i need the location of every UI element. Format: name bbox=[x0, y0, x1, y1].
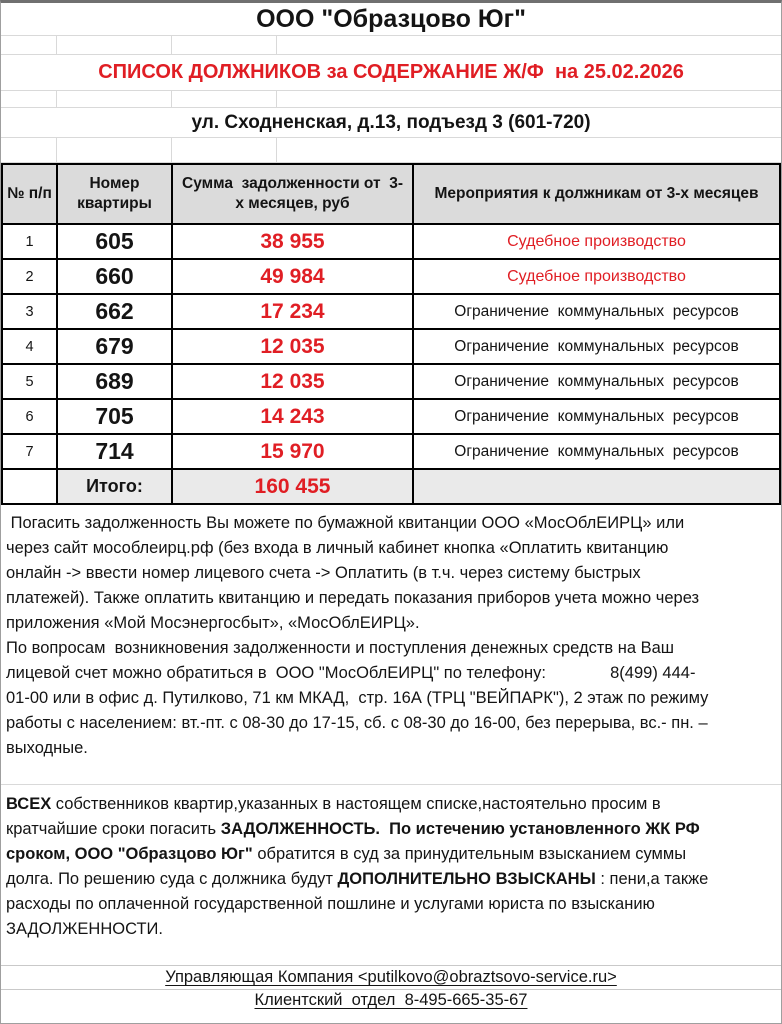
building-address: ул. Сходненская, д.13, подъезд 3 (601-720) bbox=[191, 111, 591, 133]
company-title: ООО "Образцово Юг" bbox=[256, 4, 526, 33]
client-department-contact bbox=[1, 989, 781, 1011]
apartment-number-cell: 662 bbox=[57, 294, 172, 329]
debt-amount-cell: 17 234 bbox=[172, 294, 413, 329]
grid-spacer bbox=[1, 90, 781, 108]
debt-amount-cell: 12 035 bbox=[172, 364, 413, 399]
warning-text-line bbox=[6, 892, 777, 917]
grid-spacer bbox=[1, 761, 781, 785]
total-label: Итого: bbox=[57, 469, 172, 504]
table-row bbox=[2, 364, 780, 399]
info-text-line: По вопросам возникновения задолженности и поступления денежных средств на Ваш bbox=[6, 639, 675, 657]
action-cell: Ограничение коммунальных ресурсов bbox=[413, 329, 780, 364]
client-department-phone: Клиентский отдел 8-495-665-35-67 bbox=[254, 991, 528, 1009]
action-cell: Судебное производство bbox=[413, 224, 780, 259]
apartment-number-cell: 705 bbox=[57, 399, 172, 434]
debt-amount-cell: 38 955 bbox=[172, 224, 413, 259]
debt-amount-cell: 15 970 bbox=[172, 434, 413, 469]
action-cell: Судебное производство bbox=[413, 259, 780, 294]
info-text-line: 01-00 или в офис д. Путилково, 71 км МКАД, стр. 16А (ТРЦ "ВЕЙПАРК"), 2 этаж по режиму bbox=[6, 689, 709, 707]
warning-text-bold: По истечению установленного ЖК РФ bbox=[389, 820, 700, 838]
action-cell: Ограничение коммунальных ресурсов bbox=[413, 434, 780, 469]
total-debt-value: 160 455 bbox=[172, 469, 413, 504]
warning-text-line bbox=[6, 842, 777, 867]
row-number-cell: 4 bbox=[2, 329, 57, 364]
grid-spacer bbox=[1, 137, 781, 163]
warning-text-line bbox=[6, 817, 777, 842]
total-row bbox=[2, 469, 780, 504]
column-header-apartment: Номер квартиры bbox=[57, 164, 172, 224]
info-text-line: через сайт мособлеирц.рф (без входа в личный кабинет кнопка «Оплатить квитанцию bbox=[6, 539, 669, 557]
table-row bbox=[2, 224, 780, 259]
total-empty-cell bbox=[2, 469, 57, 504]
column-header-debt-sum: Сумма задолженности от 3- х месяцев, руб bbox=[172, 164, 413, 224]
warning-text-bold: ВСЕХ bbox=[6, 795, 52, 813]
action-cell: Ограничение коммунальных ресурсов bbox=[413, 399, 780, 434]
info-text-line: Погасить задолженность Вы можете по бумажной квитанции ООО «МосОблЕИРЦ» или bbox=[6, 514, 685, 532]
payment-info-text bbox=[1, 505, 781, 761]
warning-text: обратится в суд за принудительным взысканием суммы bbox=[252, 845, 687, 863]
row-number-cell: 6 bbox=[2, 399, 57, 434]
info-text-line: выходные. bbox=[6, 739, 88, 757]
blank-space bbox=[1, 942, 781, 965]
action-cell: Ограничение коммунальных ресурсов bbox=[413, 294, 780, 329]
row-number-cell: 1 bbox=[2, 224, 57, 259]
column-header-actions: Мероприятия к должникам от 3-х месяцев bbox=[413, 164, 780, 224]
table-row bbox=[2, 294, 780, 329]
apartment-number-cell: 689 bbox=[57, 364, 172, 399]
warning-text-line bbox=[6, 792, 777, 817]
info-text-line: платежей). Также оплатить квитанцию и передать показания приборов учета можно через bbox=[6, 589, 700, 607]
warning-text: ЗАДОЛЖЕННОСТИ. bbox=[6, 920, 163, 938]
legal-warning-text bbox=[1, 785, 781, 942]
action-cell: Ограничение коммунальных ресурсов bbox=[413, 364, 780, 399]
warning-text: расходы по оплаченной государственной пошлине и услугами юриста по взысканию bbox=[6, 895, 655, 913]
apartment-number-cell: 605 bbox=[57, 224, 172, 259]
info-text-line: лицевой счет можно обратиться в ООО "МосОблЕИРЦ" по телефону: 8(499) 444- bbox=[6, 664, 696, 682]
debt-amount-cell: 12 035 bbox=[172, 329, 413, 364]
warning-text-bold: сроком, ООО "Образцово Юг" bbox=[6, 845, 253, 863]
apartment-number-cell: 679 bbox=[57, 329, 172, 364]
debtors-list-title: СПИСОК ДОЛЖНИКОВ за СОДЕРЖАНИЕ Ж/Ф на 25.02.2026 bbox=[98, 61, 684, 83]
grid-spacer bbox=[1, 35, 781, 55]
info-text-line: работы с населением: вт.-пт. с 08-30 до 17-15, сб. с 08-30 до 16-00, без перерыва, вс.- пн. – bbox=[6, 714, 708, 732]
row-number-cell: 3 bbox=[2, 294, 57, 329]
warning-text-bold: ДОПОЛНИТЕЛЬНО ВЗЫСКАНЫ bbox=[337, 870, 596, 888]
table-row bbox=[2, 399, 780, 434]
warning-text bbox=[380, 820, 389, 838]
warning-text-bold: ЗАДОЛЖЕННОСТЬ. bbox=[220, 820, 380, 838]
debt-amount-cell: 49 984 bbox=[172, 259, 413, 294]
table-row bbox=[2, 259, 780, 294]
apartment-number-cell: 714 bbox=[57, 434, 172, 469]
warning-text-line bbox=[6, 917, 777, 942]
warning-text: собственников квартир,указанных в настоящем списке,настоятельно просим в bbox=[51, 795, 661, 813]
total-empty-cell bbox=[413, 469, 780, 504]
warning-text: долга. По решению суда с должника будут bbox=[6, 870, 338, 888]
table-row bbox=[2, 434, 780, 469]
debtors-table-header bbox=[2, 164, 780, 224]
row-number-cell: 2 bbox=[2, 259, 57, 294]
management-company-email: Управляющая Компания <putilkovo@obraztsovo-service.ru> bbox=[165, 968, 617, 986]
row-number-cell: 5 bbox=[2, 364, 57, 399]
management-company-contact bbox=[1, 965, 781, 989]
debtors-table bbox=[1, 163, 781, 505]
warning-text: кратчайшие сроки погасить bbox=[6, 820, 221, 838]
warning-text: : пени,а также bbox=[595, 870, 709, 888]
apartment-number-cell: 660 bbox=[57, 259, 172, 294]
table-row bbox=[2, 329, 780, 364]
info-text-line: онлайн -> ввести номер лицевого счета -> Оплатить (в т.ч. через систему быстрых bbox=[6, 564, 641, 582]
warning-text-line bbox=[6, 867, 777, 892]
info-text-line: приложения «Мой Мосэнергосбыт», «МосОблЕИРЦ». bbox=[6, 614, 420, 632]
debt-amount-cell: 14 243 bbox=[172, 399, 413, 434]
row-number-cell: 7 bbox=[2, 434, 57, 469]
column-header-row-number: № п/п bbox=[2, 164, 57, 224]
